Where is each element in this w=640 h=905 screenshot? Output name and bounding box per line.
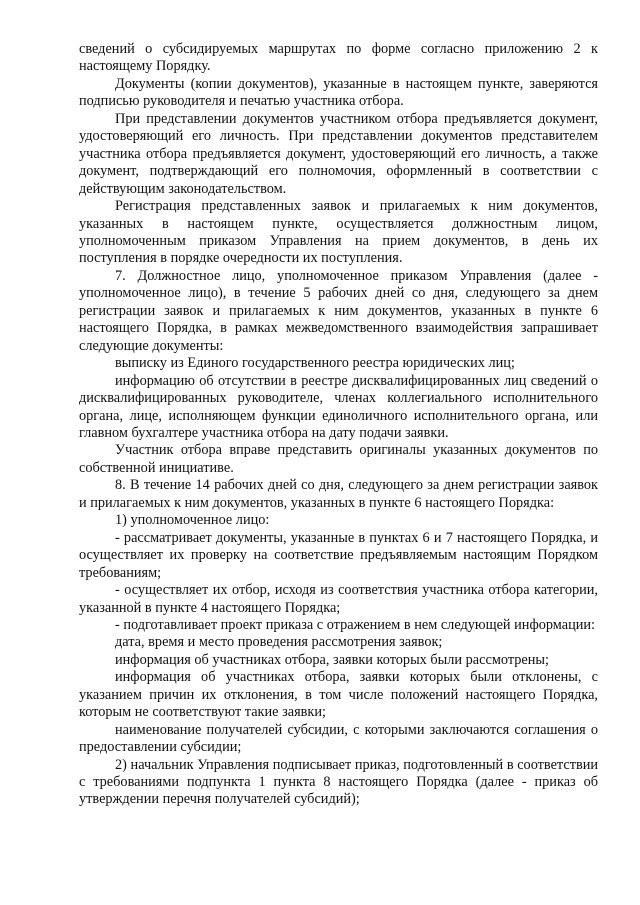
paragraph-subitem-1: 1) уполномоченное лицо: <box>115 512 270 529</box>
paragraph-date-time-place: дата, время и место проведения рассмотрения заявок; <box>115 634 443 651</box>
paragraph-subitem-2: 2) начальник Управления подписывает приказ, подготовленный в соответствии с требованиями подпункта 1 пункта 8 настоящего Порядка (далее - приказ об утверждении перечня получателей субсидий); <box>79 756 598 808</box>
paragraph-item-7: 7. Должностное лицо, уполномоченное приказом Управления (далее - уполномоченное лицо), в течение 5 рабочих дней со дня, следующего за днем регистрации заявок и прилагаемых к ним документов, указанных в пункте 6 настоящего Порядка, в рамках межведомственного взаимодействия запрашивает следующие документы: <box>79 267 598 354</box>
paragraph-own-initiative: Участник отбора вправе представить оригиналы указанных документов по собственной инициативе. <box>79 442 598 476</box>
paragraph-draft-order: - подготавливает проект приказа с отражением в нем следующей информации: <box>115 616 596 633</box>
paragraph-egrul-extract: выписку из Единого государственного реестра юридических лиц; <box>115 355 515 372</box>
paragraph-recipients: наименование получателей субсидии, с которыми заключаются соглашения о предоставлении субсидии; <box>79 721 598 756</box>
paragraph-rejected-participants: информация об участниках отбора, заявки которых были отклонены, с указанием причин их отклонения, в том числе положений настоящего Порядка, которым не соответствуют такие заявки; <box>79 669 598 721</box>
paragraph-continuation: сведений о субсидируемых маршрутах по форме согласно приложению 2 к настоящему Порядку. <box>79 41 598 75</box>
paragraph-review-documents: - рассматривает документы, указанные в пунктах 6 и 7 настоящего Порядка, и осуществляет их проверку на соответствие предъявляемым настоящим Порядком требованиям; <box>79 529 598 581</box>
paragraph-disqualified-registry: информацию об отсутствии в реестре дисквалифицированных лиц сведений о дисквалифицированных руководителе, членах коллегиального исполнительного органа, лице, исполняющем функции единоличного исполнительного органа, или главном бухгалтере участника отбора на дату подачи заявки. <box>79 372 598 441</box>
paragraph-registration: Регистрация представленных заявок и прилагаемых к ним документов, указанных в настоящем пункте, осуществляется должностным лицом, уполномоченным приказом Управления на прием документов, в день их поступления в порядке очередности их поступления. <box>79 198 598 267</box>
paragraph-selection: - осуществляет их отбор, исходя из соответствия участника отбора категории, указанной в пункте 4 настоящего Порядка; <box>79 582 598 616</box>
paragraph-reviewed-participants: информация об участниках отбора, заявки которых были рассмотрены; <box>115 651 549 668</box>
document-body <box>79 41 598 809</box>
paragraph-item-8: 8. В течение 14 рабочих дней со дня, следующего за днем регистрации заявок и прилагаемых к ним документов, указанных в пункте 6 настоящего Порядка: <box>79 477 598 511</box>
paragraph-identity-documents: При представлении документов участником отбора предъявляется документ, удостоверяющий его личность. При представлении документов представителем участника отбора предъявляется документ, удостоверяющий его личность, а также документ, подтверждающий его полномочия, оформленный в соответствии с действующим законодательством. <box>79 110 598 197</box>
paragraph-copies-certification: Документы (копии документов), указанные в настоящем пункте, заверяются подписью руководителя и печатью участника отбора. <box>79 75 598 110</box>
